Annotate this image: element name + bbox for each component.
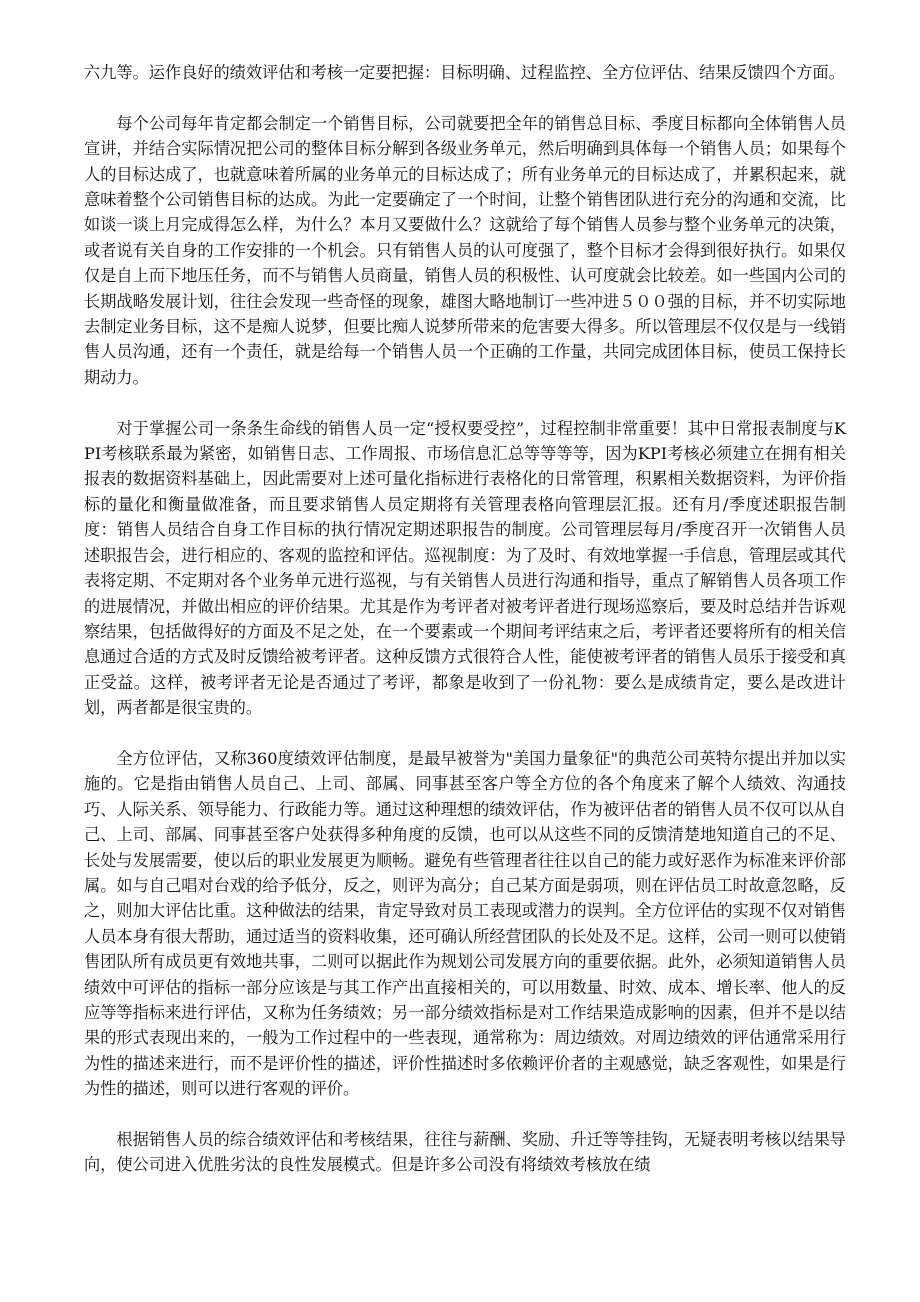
- paragraph-3: 对于掌握公司一条条生命线的销售人员一定“授权要受控”，过程控制非常重要！其中日常报表制度与KPI考核联系最为紧密，如销售日志、工作周报、市场信息汇总等等等等，因为KPI考核必须建立在拥有相关报表的数据资料基础上，因此需要对上述可量化指标进行表格化的日常管理，积累相关数据资料，为评价指标的量化和衡量做准备，而且要求销售人员定期将有关管理表格向管理层汇报。还有月/季度述职报告制度：销售人员结合自身工作目标的执行情况定期述职报告的制度。公司管理层每月/季度召开一次销售人员述职报告会，进行相应的、客观的监控和评估。巡视制度：为了及时、有效地掌握一手信息，管理层或其代表将定期、不定期对各个业务单元进行巡视，与有关销售人员进行沟通和指导，重点了解销售人员各项工作的进展情况，并做出相应的评价结果。尤其是作为考评者对被考评者进行现场巡察后，要及时总结并告诉观察结果，包括做得好的方面及不足之处，在一个要素或一个期间考评结束之后，考评者还要将所有的相关信息通过合适的方式及时反馈给被考评者。这种反馈方式很符合人性，能使被考评者的销售人员乐于接受和真正受益。这样，被考评者无论是否通过了考评，都象是收到了一份礼物：要么是成绩肯定，要么是改进计划，两者都是很宝贵的。: [84, 418, 846, 718]
- paragraph-5: 根据销售人员的综合绩效评估和考核结果，往往与薪酬、奖励、升迁等等挂钩，无疑表明考核以结果导向，使公司进入优胜劣汰的良性发展模式。但是许多公司没有将绩效考核放在绩: [84, 1130, 846, 1175]
- document-page: [84, 60, 846, 1178]
- paragraph-1: 六九等。运作良好的绩效评估和考核一定要把握：目标明确、过程监控、全方位评估、结果反馈四个方面。: [84, 63, 845, 82]
- paragraph-4: 全方位评估，又称360度绩效评估制度，是最早被誉为"美国力量象征"的典范公司英特尔提出并加以实施的。它是指由销售人员自己、上司、部属、同事甚至客户等全方位的各个角度来了解个人绩效、沟通技巧、人际关系、领导能力、行政能力等。通过这种理想的绩效评估，作为被评估者的销售人员不仅可以从自己、上司、部属、同事甚至客户处获得多种角度的反馈，也可以从这些不同的反馈清楚地知道自己的不足、长处与发展需要，使以后的职业发展更为顺畅。避免有些管理者往往以自己的能力或好恶作为标准来评价部属。如与自己唱对台戏的给予低分，反之，则评为高分；自己某方面是弱项，则在评估员工时故意忽略，反之，则加大评估比重。这种做法的结果，肯定导致对员工表现或潜力的误判。全方位评估的实现不仅对销售人员本身有很大帮助，通过适当的资料收集，还可确认所经营团队的长处及不足。这样，公司一则可以使销售团队所有成员更有效地共事，二则可以据此作为规划公司发展方向的重要依据。此外，必须知道销售人员绩效中可评估的指标一部分应该是与其工作产出直接相关的，可以用数量、时效、成本、增长率、他人的反应等等指标来进行评估，又称为任务绩效；另一部分绩效指标是对工作结果造成影响的因素，但并不是以结果的形式表现出来的，一般为工作过程中的一些表现，通常称为：周边绩效。对周边绩效的评估通常采用行为性的描述来进行，而不是评价性的描述，评价性描述时多依赖评价者的主观感觉，缺乏客观性，如果是行为性的描述，则可以进行客观的评价。: [84, 748, 846, 1099]
- paragraph-2: 每个公司每年肯定都会制定一个销售目标，公司就要把全年的销售总目标、季度目标都向全体销售人员宣讲，并结合实际情况把公司的整体目标分解到各级业务单元，然后明确到具体每一个销售人员；如果每个人的目标达成了，也就意味着所属的业务单元的目标达成了；所有业务单元的目标达成了，并累积起来，就意味着整个公司销售目标的达成。为此一定要确定了一个时间，让整个销售团队进行充分的沟通和交流，比如谈一谈上月完成得怎么样，为什么？本月又要做什么？这就给了每个销售人员参与整个业务单元的决策，或者说有关自身的工作安排的一个机会。只有销售人员的认可度强了，整个目标才会得到很好执行。如果仅仅是自上而下地压任务，而不与销售人员商量，销售人员的积极性、认可度就会比较差。如一些国内公司的长期战略发展计划，往往会发现一些奇怪的现象，雄图大略地制订一些冲进５００强的目标，并不切实际地去制定业务目标，这不是痴人说梦，但要比痴人说梦所带来的危害要大得多。所以管理层不仅仅是与一线销售人员沟通，还有一个责任，就是给每一个销售人员一个正确的工作量，共同完成团体目标，使员工保持长期动力。: [84, 113, 846, 387]
